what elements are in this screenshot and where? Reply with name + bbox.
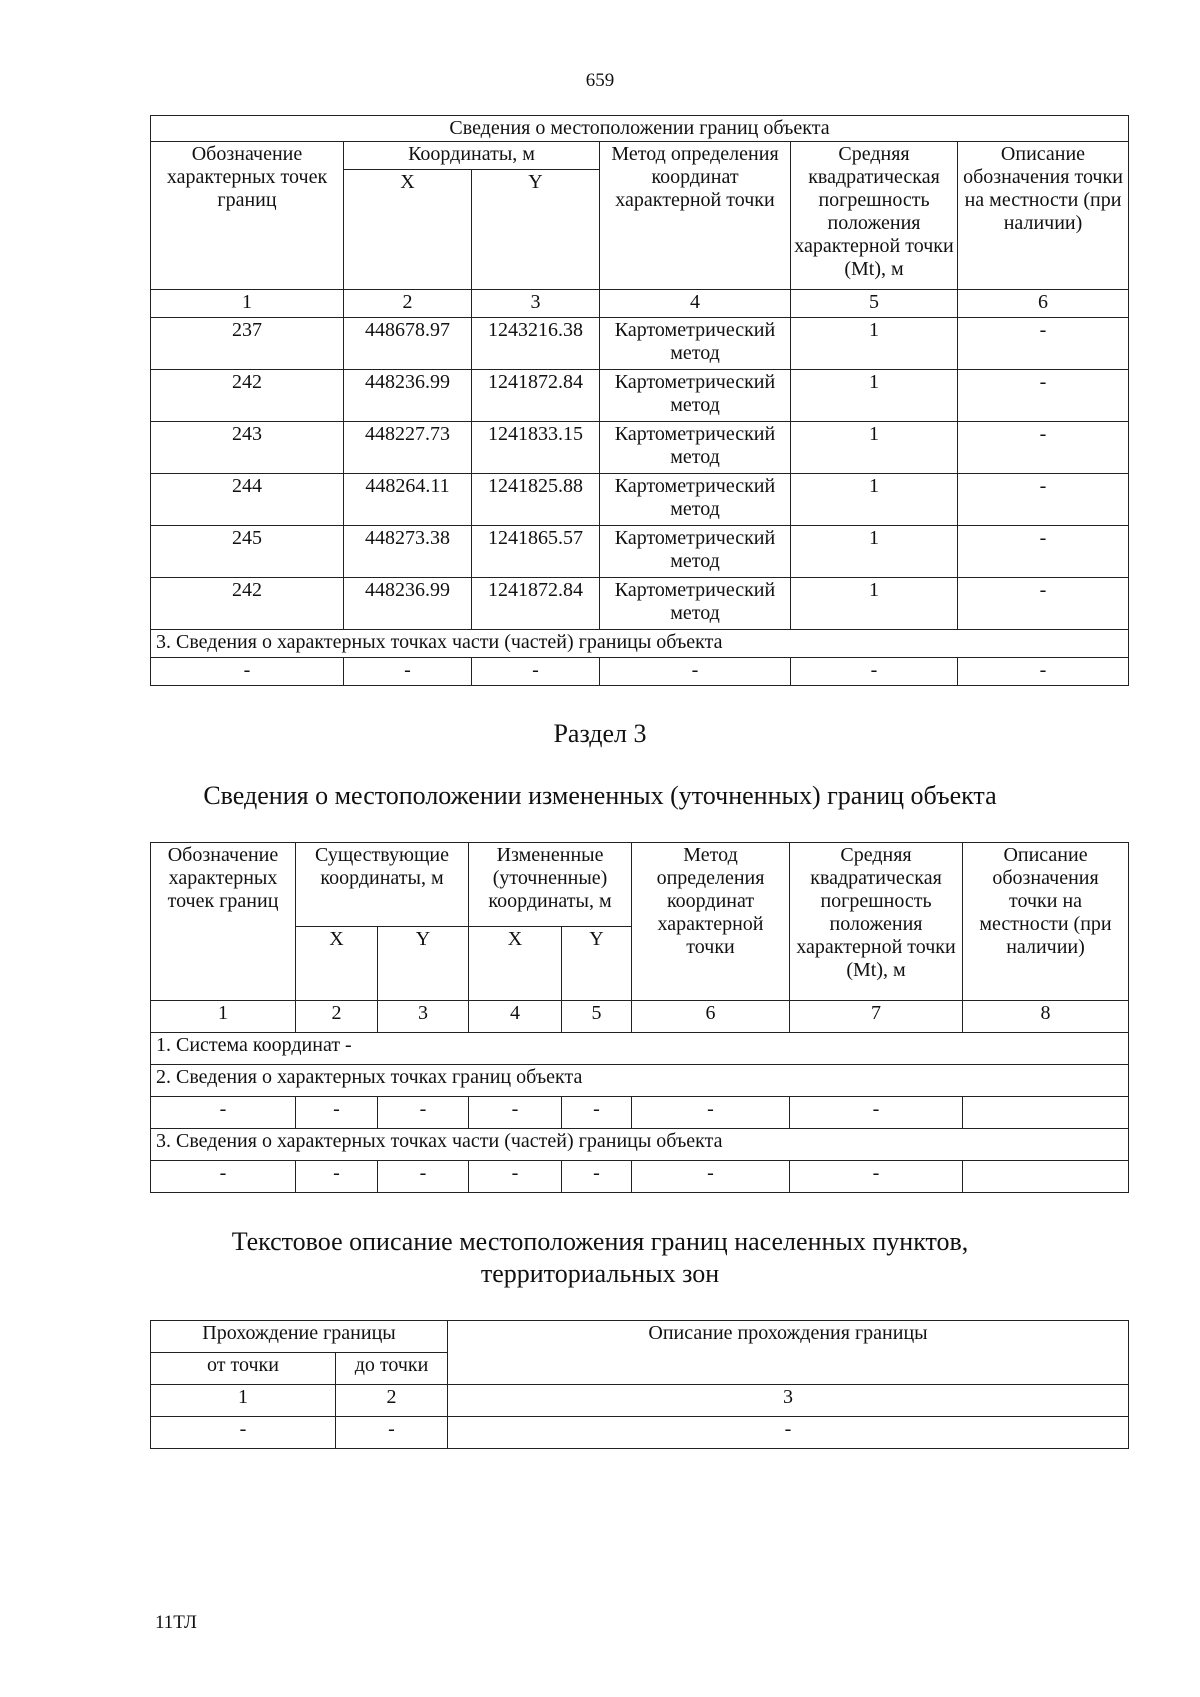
description: - bbox=[958, 578, 1129, 630]
empty-cell: - bbox=[151, 658, 344, 686]
parts-label: 3. Сведения о характерных точках части (частей) границы объекта bbox=[151, 630, 1129, 658]
column-number: 4 bbox=[600, 290, 791, 318]
table-row bbox=[151, 578, 1129, 630]
coord-y: 1241833.15 bbox=[472, 422, 600, 474]
header-x: X bbox=[296, 927, 378, 1001]
section-title: Сведения о местоположении измененных (уточненных) границ объекта bbox=[203, 781, 997, 810]
column-number: 2 bbox=[344, 290, 472, 318]
header-coordinates: Координаты, м bbox=[344, 142, 600, 170]
header-method: Метод определения координат характерной точки bbox=[632, 843, 790, 1001]
header-changed-coords: Измененные (уточненные) координаты, м bbox=[469, 843, 632, 927]
empty-cell: - bbox=[600, 658, 791, 686]
empty-cell: - bbox=[151, 1097, 296, 1129]
empty-cell: - bbox=[296, 1161, 378, 1193]
boundary-description-table bbox=[150, 1320, 1129, 1449]
header-designation: Обозначение характерных точек границ bbox=[151, 843, 296, 1001]
empty-cell: - bbox=[958, 658, 1129, 686]
header-description: Описание обозначения точки на местности (при наличии) bbox=[958, 142, 1129, 290]
coord-x: 448678.97 bbox=[344, 318, 472, 370]
error: 1 bbox=[791, 526, 958, 578]
section-heading: Раздел 3 bbox=[553, 719, 647, 748]
header-x: X bbox=[469, 927, 562, 1001]
description: - bbox=[958, 318, 1129, 370]
method: Картометрический метод bbox=[600, 422, 791, 474]
empty-cell: - bbox=[790, 1097, 963, 1129]
column-number: 7 bbox=[790, 1001, 963, 1033]
column-number: 5 bbox=[791, 290, 958, 318]
table-row bbox=[151, 1097, 1129, 1129]
header-y: Y bbox=[562, 927, 632, 1001]
column-numbers-row bbox=[151, 1385, 1129, 1417]
empty-cell: - bbox=[151, 1417, 336, 1449]
coord-y: 1241872.84 bbox=[472, 370, 600, 422]
method: Картометрический метод bbox=[600, 318, 791, 370]
empty-cell: - bbox=[632, 1097, 790, 1129]
method: Картометрический метод bbox=[600, 526, 791, 578]
column-number: 4 bbox=[469, 1001, 562, 1033]
table-row bbox=[151, 526, 1129, 578]
empty-cell: - bbox=[791, 658, 958, 686]
header-passage: Прохождение границы bbox=[151, 1321, 448, 1353]
empty-cell: - bbox=[469, 1161, 562, 1193]
description: - bbox=[958, 370, 1129, 422]
table-row bbox=[151, 370, 1129, 422]
method: Картометрический метод bbox=[600, 474, 791, 526]
header-to-point: до точки bbox=[336, 1353, 448, 1385]
point-id: 245 bbox=[151, 526, 344, 578]
column-number: 2 bbox=[336, 1385, 448, 1417]
points-label: 2. Сведения о характерных точках границ объекта bbox=[151, 1065, 1129, 1097]
coord-x: 448264.11 bbox=[344, 474, 472, 526]
empty-cell: - bbox=[378, 1097, 469, 1129]
column-number: 1 bbox=[151, 1385, 336, 1417]
header-error: Средняя квадратическая погрешность положения характерной точки (Mt), м bbox=[791, 142, 958, 290]
column-number: 6 bbox=[632, 1001, 790, 1033]
coord-y: 1243216.38 bbox=[472, 318, 600, 370]
coord-y: 1241865.57 bbox=[472, 526, 600, 578]
table-row bbox=[151, 474, 1129, 526]
header-x: X bbox=[344, 170, 472, 290]
point-id: 242 bbox=[151, 370, 344, 422]
header-y: Y bbox=[472, 170, 600, 290]
empty-cell: - bbox=[562, 1161, 632, 1193]
column-number: 3 bbox=[378, 1001, 469, 1033]
coord-x: 448273.38 bbox=[344, 526, 472, 578]
column-number: 5 bbox=[562, 1001, 632, 1033]
empty-cell: - bbox=[344, 658, 472, 686]
point-id: 242 bbox=[151, 578, 344, 630]
description: - bbox=[958, 422, 1129, 474]
empty-cell bbox=[963, 1097, 1129, 1129]
header-method: Метод определения координат характерной точки bbox=[600, 142, 791, 290]
coord-x: 448236.99 bbox=[344, 578, 472, 630]
column-number: 3 bbox=[448, 1385, 1129, 1417]
column-number: 6 bbox=[958, 290, 1129, 318]
header-existing-coords: Существующие координаты, м bbox=[296, 843, 469, 927]
coord-y: 1241872.84 bbox=[472, 578, 600, 630]
coordinate-system-label: 1. Система координат - bbox=[151, 1033, 1129, 1065]
column-number: 8 bbox=[963, 1001, 1129, 1033]
parts-label: 3. Сведения о характерных точках части (частей) границы объекта bbox=[151, 1129, 1129, 1161]
empty-cell: - bbox=[632, 1161, 790, 1193]
description: - bbox=[958, 526, 1129, 578]
empty-cell: - bbox=[448, 1417, 1129, 1449]
empty-cell bbox=[963, 1161, 1129, 1193]
table-title: Сведения о местоположении границ объекта bbox=[151, 116, 1129, 142]
empty-cell: - bbox=[469, 1097, 562, 1129]
empty-cell: - bbox=[562, 1097, 632, 1129]
error: 1 bbox=[791, 474, 958, 526]
column-numbers-row bbox=[151, 290, 1129, 318]
column-number: 2 bbox=[296, 1001, 378, 1033]
coord-x: 448236.99 bbox=[344, 370, 472, 422]
table-row bbox=[151, 318, 1129, 370]
header-passage-description: Описание прохождения границы bbox=[448, 1321, 1129, 1385]
empty-cell: - bbox=[151, 1161, 296, 1193]
table-row bbox=[151, 658, 1129, 686]
table-row bbox=[151, 1161, 1129, 1193]
point-id: 243 bbox=[151, 422, 344, 474]
empty-cell: - bbox=[378, 1161, 469, 1193]
column-number: 1 bbox=[151, 1001, 296, 1033]
header-description: Описание обозначения точки на местности (при наличии) bbox=[963, 843, 1129, 1001]
header-designation: Обозначение характерных точек границ bbox=[151, 142, 344, 290]
coord-x: 448227.73 bbox=[344, 422, 472, 474]
table-row bbox=[151, 1417, 1129, 1449]
empty-cell: - bbox=[472, 658, 600, 686]
column-numbers-row bbox=[151, 1001, 1129, 1033]
boundary-points-table bbox=[150, 115, 1129, 686]
column-number: 3 bbox=[472, 290, 600, 318]
footer-code: 11ТЛ bbox=[155, 1612, 197, 1633]
column-number: 1 bbox=[151, 290, 344, 318]
error: 1 bbox=[791, 318, 958, 370]
method: Картометрический метод bbox=[600, 370, 791, 422]
page-number: 659 bbox=[585, 70, 615, 91]
error: 1 bbox=[791, 578, 958, 630]
coord-y: 1241825.88 bbox=[472, 474, 600, 526]
empty-cell: - bbox=[790, 1161, 963, 1193]
header-error: Средняя квадратическая погрешность положения характерной точки (Mt), м bbox=[790, 843, 963, 1001]
description: - bbox=[958, 474, 1129, 526]
empty-cell: - bbox=[296, 1097, 378, 1129]
changed-boundary-table bbox=[150, 842, 1129, 1193]
table-row bbox=[151, 422, 1129, 474]
error: 1 bbox=[791, 422, 958, 474]
text-description-title: Текстовое описание местоположения границ населенных пунктов, территориальных зон bbox=[231, 1227, 969, 1288]
method: Картометрический метод bbox=[600, 578, 791, 630]
header-y: Y bbox=[378, 927, 469, 1001]
point-id: 244 bbox=[151, 474, 344, 526]
error: 1 bbox=[791, 370, 958, 422]
header-from-point: от точки bbox=[151, 1353, 336, 1385]
point-id: 237 bbox=[151, 318, 344, 370]
empty-cell: - bbox=[336, 1417, 448, 1449]
